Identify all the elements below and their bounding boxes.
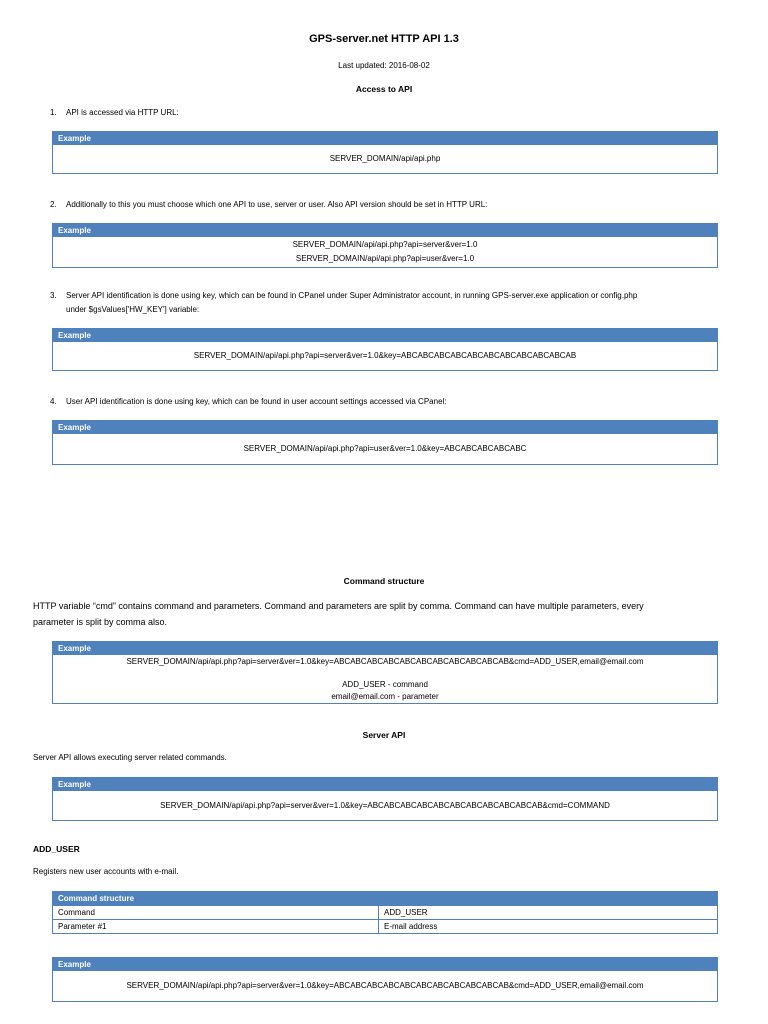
list-number: 3. bbox=[50, 291, 57, 300]
example-body bbox=[53, 791, 717, 820]
paragraph-line: parameter is split by comma also. bbox=[33, 617, 168, 627]
list-text-line: under $gsValues['HW_KEY'] variable: bbox=[66, 305, 200, 314]
example-header: Example bbox=[53, 642, 717, 655]
section-heading-command-structure: Command structure bbox=[343, 576, 425, 586]
example-line[interactable]: SERVER_DOMAIN/api/api.php bbox=[329, 154, 441, 163]
example-box bbox=[52, 328, 718, 371]
list-text-line: User API identification is done using key, which can be found in user account settings accessed via CPanel: bbox=[66, 397, 447, 406]
table-cell-value: E-mail address bbox=[379, 920, 718, 934]
example-header: Example bbox=[53, 132, 717, 145]
example-box bbox=[52, 223, 718, 268]
table-header: Command structure bbox=[53, 892, 718, 906]
paragraph-line: HTTP variable “cmd” contains command and parameters. Command and parameters are split by comma. Command can have multiple parameters, every bbox=[33, 601, 644, 611]
last-updated: Last updated: 2016-08-02 bbox=[338, 61, 430, 70]
list-number: 1. bbox=[50, 108, 57, 117]
example-body bbox=[53, 971, 717, 1001]
list-text bbox=[66, 395, 447, 409]
example-line[interactable]: SERVER_DOMAIN/api/api.php?api=server&ver=1.0&key=ABCABCABCABCABCABCABCABCABCABCAB bbox=[193, 351, 577, 360]
command-structure-table bbox=[52, 891, 718, 934]
command-structure-paragraph bbox=[33, 598, 644, 630]
example-box bbox=[52, 957, 718, 1002]
list-text bbox=[66, 289, 637, 317]
list-text bbox=[66, 198, 487, 212]
example-line[interactable]: SERVER_DOMAIN/api/api.php?api=user&ver=1.0 bbox=[295, 254, 475, 263]
section-heading-server-api: Server API bbox=[362, 730, 406, 740]
list-text-line: Additionally to this you must choose which one API to use, server or user. Also API version should be set in HTTP URL: bbox=[66, 200, 488, 209]
example-box bbox=[52, 777, 718, 821]
document-title: GPS-server.net HTTP API 1.3 bbox=[309, 33, 459, 45]
example-box bbox=[52, 420, 718, 465]
table-cell-key: Command bbox=[53, 906, 379, 920]
table-header-row bbox=[53, 892, 718, 906]
add-user-description: Registers new user accounts with e-mail. bbox=[33, 867, 179, 876]
list-text-line: API is accessed via HTTP URL: bbox=[66, 108, 179, 117]
example-header: Example bbox=[53, 421, 717, 434]
section-heading-access: Access to API bbox=[355, 84, 413, 94]
example-line[interactable]: SERVER_DOMAIN/api/api.php?api=user&ver=1.0&key=ABCABCABCABCABC bbox=[243, 444, 527, 453]
list-text bbox=[66, 106, 179, 120]
list-item bbox=[50, 198, 730, 212]
example-box bbox=[52, 131, 718, 174]
table-cell-value: ADD_USER bbox=[379, 906, 718, 920]
example-line[interactable]: SERVER_DOMAIN/api/api.php?api=server&ver=1.0 bbox=[292, 240, 478, 249]
example-line: ADD_USER - command bbox=[342, 680, 428, 689]
example-line[interactable]: SERVER_DOMAIN/api/api.php?api=server&ver=1.0&key=ABCABCABCABCABCABCABCABCABCABCAB&cmd=COMMAND bbox=[160, 800, 610, 810]
list-item bbox=[50, 289, 730, 317]
list-number: 2. bbox=[50, 200, 57, 209]
server-api-intro: Server API allows executing server related commands. bbox=[33, 753, 227, 762]
example-body bbox=[53, 434, 717, 464]
example-header: Example bbox=[53, 329, 717, 342]
example-header: Example bbox=[53, 224, 717, 237]
example-box bbox=[52, 641, 718, 704]
example-body bbox=[53, 655, 717, 703]
list-number: 4. bbox=[50, 397, 57, 406]
example-line[interactable]: SERVER_DOMAIN/api/api.php?api=server&ver=1.0&key=ABCABCABCABCABCABCABCABCABCABCAB&cmd=ADD_USER,email@email.com bbox=[126, 981, 644, 990]
example-body bbox=[53, 237, 717, 267]
table-row bbox=[53, 906, 718, 920]
list-item bbox=[50, 106, 730, 120]
example-header: Example bbox=[53, 778, 717, 791]
table-row bbox=[53, 920, 718, 934]
list-item bbox=[50, 395, 730, 409]
example-header: Example bbox=[53, 958, 717, 971]
section-heading-add-user: ADD_USER bbox=[33, 844, 80, 854]
example-line: email@email.com - parameter bbox=[331, 692, 439, 701]
example-body bbox=[53, 342, 717, 370]
table-cell-key: Parameter #1 bbox=[53, 920, 379, 934]
example-body bbox=[53, 145, 717, 173]
list-text-line: Server API identification is done using key, which can be found in CPanel under Super Administrator account, in running GPS-server.exe application or config.php bbox=[66, 291, 638, 300]
example-line[interactable]: SERVER_DOMAIN/api/api.php?api=server&ver=1.0&key=ABCABCABCABCABCABCABCABCABCABCAB&cmd=ADD_USER,email@email.com bbox=[126, 657, 644, 666]
